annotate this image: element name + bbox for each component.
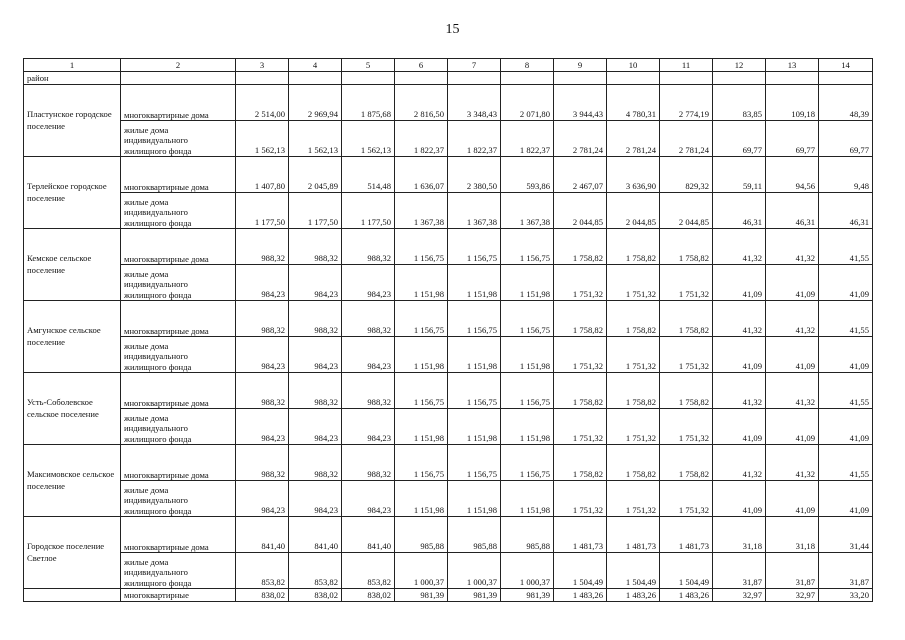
value-cell: 853,82 xyxy=(342,553,395,589)
value-cell: 41,09 xyxy=(819,337,873,373)
value-cell: 984,23 xyxy=(236,265,289,301)
value-cell: 3 944,43 xyxy=(554,85,607,121)
value-cell: 2 044,85 xyxy=(660,193,713,229)
value-cell: 1 758,82 xyxy=(660,373,713,409)
settlement-name: Пластунское городское поселение xyxy=(24,85,121,157)
value-cell: 2 781,24 xyxy=(554,121,607,157)
housing-type: многоквартирные дома xyxy=(121,85,236,121)
value-cell: 1 758,82 xyxy=(607,445,660,481)
value-cell: 1 758,82 xyxy=(554,373,607,409)
value-cell: 109,18 xyxy=(766,85,819,121)
table-row xyxy=(24,265,873,301)
value-cell: 985,88 xyxy=(395,517,448,553)
value-cell: 4 780,31 xyxy=(607,85,660,121)
value-cell: 1 504,49 xyxy=(607,553,660,589)
value-cell: 1 151,98 xyxy=(501,409,554,445)
value-cell: 1 751,32 xyxy=(660,409,713,445)
value-cell: 2 781,24 xyxy=(607,121,660,157)
housing-type: жилые дома индивидуального жилищного фонда xyxy=(121,265,236,301)
value-cell: 1 151,98 xyxy=(501,481,554,517)
value-cell: 1 751,32 xyxy=(607,337,660,373)
value-cell: 1 751,32 xyxy=(660,337,713,373)
value-cell: 984,23 xyxy=(342,265,395,301)
value-cell: 2 969,94 xyxy=(289,85,342,121)
value-cell: 1 758,82 xyxy=(607,229,660,265)
value-cell: 41,32 xyxy=(766,229,819,265)
value-cell: 41,55 xyxy=(819,373,873,409)
value-cell: 1 562,13 xyxy=(236,121,289,157)
table-row xyxy=(24,553,873,589)
value-cell: 1 481,73 xyxy=(554,517,607,553)
value-cell: 1 751,32 xyxy=(554,409,607,445)
value-cell: 41,09 xyxy=(766,265,819,301)
housing-type: многоквартирные дома xyxy=(121,157,236,193)
value-cell: 984,23 xyxy=(342,481,395,517)
column-number: 8 xyxy=(501,59,554,72)
value-cell: 988,32 xyxy=(236,445,289,481)
value-cell: 2 514,00 xyxy=(236,85,289,121)
value-cell: 1 000,37 xyxy=(501,553,554,589)
table-row xyxy=(24,409,873,445)
value-cell: 2 071,80 xyxy=(501,85,554,121)
value-cell: 988,32 xyxy=(342,229,395,265)
value-cell: 1 156,75 xyxy=(501,229,554,265)
table-row xyxy=(24,373,873,409)
value-cell: 1 151,98 xyxy=(395,481,448,517)
empty-cell xyxy=(395,72,448,85)
value-cell: 41,32 xyxy=(766,445,819,481)
value-cell: 988,32 xyxy=(342,373,395,409)
value-cell: 1 177,50 xyxy=(342,193,395,229)
value-cell: 41,32 xyxy=(713,445,766,481)
value-cell: 1 156,75 xyxy=(395,445,448,481)
value-cell: 9,48 xyxy=(819,157,873,193)
value-cell: 1 177,50 xyxy=(289,193,342,229)
value-cell: 1 504,49 xyxy=(660,553,713,589)
value-cell: 41,32 xyxy=(713,301,766,337)
settlement-name: Максимовское сельское поселение xyxy=(24,445,121,517)
value-cell: 1 156,75 xyxy=(501,301,554,337)
value-cell: 984,23 xyxy=(236,481,289,517)
value-cell: 838,02 xyxy=(289,589,342,602)
value-cell: 988,32 xyxy=(236,229,289,265)
value-cell: 984,23 xyxy=(289,409,342,445)
column-number: 1 xyxy=(24,59,121,72)
empty-cell xyxy=(660,72,713,85)
value-cell: 853,82 xyxy=(289,553,342,589)
housing-type: жилые дома индивидуального жилищного фонда xyxy=(121,193,236,229)
value-cell: 41,09 xyxy=(713,265,766,301)
value-cell: 1 151,98 xyxy=(448,337,501,373)
value-cell: 59,11 xyxy=(713,157,766,193)
housing-type: многоквартирные дома xyxy=(121,517,236,553)
value-cell: 2 467,07 xyxy=(554,157,607,193)
table-row xyxy=(24,229,873,265)
value-cell: 1 875,68 xyxy=(342,85,395,121)
empty-cell xyxy=(289,72,342,85)
empty-cell xyxy=(554,72,607,85)
column-number: 10 xyxy=(607,59,660,72)
value-cell: 41,32 xyxy=(713,373,766,409)
column-number: 12 xyxy=(713,59,766,72)
value-cell: 2 781,24 xyxy=(660,121,713,157)
value-cell: 1 636,07 xyxy=(395,157,448,193)
region-label: район xyxy=(24,72,121,85)
value-cell: 41,09 xyxy=(766,481,819,517)
value-cell: 988,32 xyxy=(236,301,289,337)
value-cell: 2 816,50 xyxy=(395,85,448,121)
value-cell: 1 483,26 xyxy=(660,589,713,602)
value-cell: 3 348,43 xyxy=(448,85,501,121)
table-row xyxy=(24,121,873,157)
value-cell: 1 000,37 xyxy=(395,553,448,589)
value-cell: 41,09 xyxy=(819,409,873,445)
empty-cell xyxy=(607,72,660,85)
value-cell: 48,39 xyxy=(819,85,873,121)
value-cell: 41,09 xyxy=(766,337,819,373)
column-number: 9 xyxy=(554,59,607,72)
value-cell: 41,55 xyxy=(819,445,873,481)
value-cell: 988,32 xyxy=(289,373,342,409)
value-cell: 94,56 xyxy=(766,157,819,193)
column-number: 5 xyxy=(342,59,395,72)
value-cell: 984,23 xyxy=(289,337,342,373)
value-cell: 1 758,82 xyxy=(607,373,660,409)
value-cell: 514,48 xyxy=(342,157,395,193)
value-cell: 1 156,75 xyxy=(395,229,448,265)
value-cell: 981,39 xyxy=(395,589,448,602)
value-cell: 988,32 xyxy=(289,445,342,481)
value-cell: 2 774,19 xyxy=(660,85,713,121)
value-cell: 31,18 xyxy=(713,517,766,553)
value-cell: 41,09 xyxy=(819,481,873,517)
value-cell: 83,85 xyxy=(713,85,766,121)
value-cell: 1 822,37 xyxy=(395,121,448,157)
empty-cell xyxy=(448,72,501,85)
value-cell: 41,09 xyxy=(819,265,873,301)
value-cell: 988,32 xyxy=(342,301,395,337)
settlement-name xyxy=(24,589,121,602)
value-cell: 1 151,98 xyxy=(395,409,448,445)
value-cell: 1 751,32 xyxy=(554,265,607,301)
value-cell: 1 367,38 xyxy=(448,193,501,229)
housing-type: жилые дома индивидуального жилищного фонда xyxy=(121,121,236,157)
value-cell: 31,87 xyxy=(766,553,819,589)
value-cell: 46,31 xyxy=(766,193,819,229)
value-cell: 32,97 xyxy=(713,589,766,602)
value-cell: 841,40 xyxy=(342,517,395,553)
value-cell: 1 156,75 xyxy=(448,229,501,265)
value-cell: 829,32 xyxy=(660,157,713,193)
value-cell: 41,09 xyxy=(713,481,766,517)
value-cell: 593,86 xyxy=(501,157,554,193)
column-number-row xyxy=(24,59,873,72)
page-number: 15 xyxy=(445,22,460,37)
value-cell: 1 751,32 xyxy=(660,481,713,517)
table-body xyxy=(24,59,873,602)
empty-cell xyxy=(819,72,873,85)
table-row xyxy=(24,337,873,373)
column-number: 13 xyxy=(766,59,819,72)
value-cell: 1 483,26 xyxy=(607,589,660,602)
table-row xyxy=(24,517,873,553)
value-cell: 1 822,37 xyxy=(448,121,501,157)
value-cell: 32,97 xyxy=(766,589,819,602)
value-cell: 1 000,37 xyxy=(448,553,501,589)
value-cell: 1 156,75 xyxy=(395,301,448,337)
value-cell: 1 151,98 xyxy=(501,337,554,373)
value-cell: 1 151,98 xyxy=(448,265,501,301)
value-cell: 2 044,85 xyxy=(607,193,660,229)
housing-type: жилые дома индивидуального жилищного фонда xyxy=(121,409,236,445)
value-cell: 1 151,98 xyxy=(448,481,501,517)
housing-type: многоквартирные дома xyxy=(121,229,236,265)
settlement-name: Усть-Соболевское сельское поселение xyxy=(24,373,121,445)
value-cell: 1 751,32 xyxy=(607,481,660,517)
table-row xyxy=(24,481,873,517)
value-cell: 853,82 xyxy=(236,553,289,589)
value-cell: 1 156,75 xyxy=(395,373,448,409)
value-cell: 1 156,75 xyxy=(501,373,554,409)
value-cell: 1 367,38 xyxy=(395,193,448,229)
column-number: 3 xyxy=(236,59,289,72)
value-cell: 988,32 xyxy=(236,373,289,409)
value-cell: 46,31 xyxy=(713,193,766,229)
value-cell: 41,09 xyxy=(713,337,766,373)
value-cell: 69,77 xyxy=(819,121,873,157)
empty-cell xyxy=(766,72,819,85)
value-cell: 1 151,98 xyxy=(448,409,501,445)
value-cell: 41,55 xyxy=(819,301,873,337)
value-cell: 1 483,26 xyxy=(554,589,607,602)
column-number: 7 xyxy=(448,59,501,72)
value-cell: 988,32 xyxy=(289,229,342,265)
value-cell: 841,40 xyxy=(289,517,342,553)
value-cell: 1 751,32 xyxy=(660,265,713,301)
empty-cell xyxy=(501,72,554,85)
value-cell: 69,77 xyxy=(766,121,819,157)
value-cell: 31,87 xyxy=(819,553,873,589)
value-cell: 1 758,82 xyxy=(660,445,713,481)
value-cell: 1 151,98 xyxy=(395,265,448,301)
value-cell: 41,32 xyxy=(766,373,819,409)
value-cell: 1 481,73 xyxy=(660,517,713,553)
housing-type: многоквартирные дома xyxy=(121,301,236,337)
value-cell: 1 758,82 xyxy=(607,301,660,337)
table-row xyxy=(24,85,873,121)
value-cell: 1 751,32 xyxy=(607,265,660,301)
housing-type: жилые дома индивидуального жилищного фонда xyxy=(121,553,236,589)
housing-type: многоквартирные xyxy=(121,589,236,602)
value-cell: 838,02 xyxy=(236,589,289,602)
value-cell: 984,23 xyxy=(289,265,342,301)
value-cell: 41,09 xyxy=(766,409,819,445)
value-cell: 984,23 xyxy=(289,481,342,517)
settlement-name: Кемское сельское поселение xyxy=(24,229,121,301)
value-cell: 981,39 xyxy=(501,589,554,602)
table-row xyxy=(24,445,873,481)
table-row xyxy=(24,193,873,229)
settlement-name: Терлейское городское поселение xyxy=(24,157,121,229)
tariff-table xyxy=(23,58,873,602)
value-cell: 69,77 xyxy=(713,121,766,157)
housing-type: жилые дома индивидуального жилищного фонда xyxy=(121,337,236,373)
value-cell: 41,32 xyxy=(713,229,766,265)
value-cell: 41,32 xyxy=(766,301,819,337)
settlement-name: Городское поселение Светлое xyxy=(24,517,121,589)
value-cell: 985,88 xyxy=(448,517,501,553)
value-cell: 1 758,82 xyxy=(554,445,607,481)
column-number: 2 xyxy=(121,59,236,72)
value-cell: 1 156,75 xyxy=(448,445,501,481)
value-cell: 3 636,90 xyxy=(607,157,660,193)
value-cell: 1 758,82 xyxy=(554,301,607,337)
value-cell: 1 751,32 xyxy=(554,481,607,517)
value-cell: 1 504,49 xyxy=(554,553,607,589)
housing-type: многоквартирные дома xyxy=(121,445,236,481)
value-cell: 1 156,75 xyxy=(448,373,501,409)
column-number: 14 xyxy=(819,59,873,72)
value-cell: 33,20 xyxy=(819,589,873,602)
value-cell: 984,23 xyxy=(236,409,289,445)
settlement-name: Амгунское сельское поселение xyxy=(24,301,121,373)
value-cell: 985,88 xyxy=(501,517,554,553)
value-cell: 1 562,13 xyxy=(342,121,395,157)
value-cell: 1 562,13 xyxy=(289,121,342,157)
value-cell: 1 156,75 xyxy=(501,445,554,481)
value-cell: 31,87 xyxy=(713,553,766,589)
housing-type: жилые дома индивидуального жилищного фонда xyxy=(121,481,236,517)
column-number: 6 xyxy=(395,59,448,72)
value-cell: 984,23 xyxy=(236,337,289,373)
value-cell: 841,40 xyxy=(236,517,289,553)
value-cell: 1 751,32 xyxy=(607,409,660,445)
value-cell: 2 380,50 xyxy=(448,157,501,193)
value-cell: 41,09 xyxy=(713,409,766,445)
column-number: 11 xyxy=(660,59,713,72)
value-cell: 2 044,85 xyxy=(554,193,607,229)
value-cell: 984,23 xyxy=(342,409,395,445)
table-row xyxy=(24,589,873,602)
value-cell: 31,44 xyxy=(819,517,873,553)
empty-cell xyxy=(236,72,289,85)
value-cell: 838,02 xyxy=(342,589,395,602)
value-cell: 1 758,82 xyxy=(554,229,607,265)
value-cell: 1 407,80 xyxy=(236,157,289,193)
value-cell: 1 156,75 xyxy=(448,301,501,337)
value-cell: 1 151,98 xyxy=(501,265,554,301)
value-cell: 984,23 xyxy=(342,337,395,373)
value-cell: 31,18 xyxy=(766,517,819,553)
empty-cell xyxy=(121,72,236,85)
value-cell: 981,39 xyxy=(448,589,501,602)
column-number: 4 xyxy=(289,59,342,72)
table-row xyxy=(24,157,873,193)
value-cell: 2 045,89 xyxy=(289,157,342,193)
region-row xyxy=(24,72,873,85)
value-cell: 1 758,82 xyxy=(660,301,713,337)
value-cell: 1 481,73 xyxy=(607,517,660,553)
value-cell: 46,31 xyxy=(819,193,873,229)
value-cell: 1 822,37 xyxy=(501,121,554,157)
value-cell: 41,55 xyxy=(819,229,873,265)
value-cell: 1 758,82 xyxy=(660,229,713,265)
empty-cell xyxy=(713,72,766,85)
value-cell: 1 751,32 xyxy=(554,337,607,373)
empty-cell xyxy=(342,72,395,85)
value-cell: 1 177,50 xyxy=(236,193,289,229)
value-cell: 988,32 xyxy=(289,301,342,337)
value-cell: 988,32 xyxy=(342,445,395,481)
value-cell: 1 151,98 xyxy=(395,337,448,373)
housing-type: многоквартирные дома xyxy=(121,373,236,409)
value-cell: 1 367,38 xyxy=(501,193,554,229)
table-row xyxy=(24,301,873,337)
